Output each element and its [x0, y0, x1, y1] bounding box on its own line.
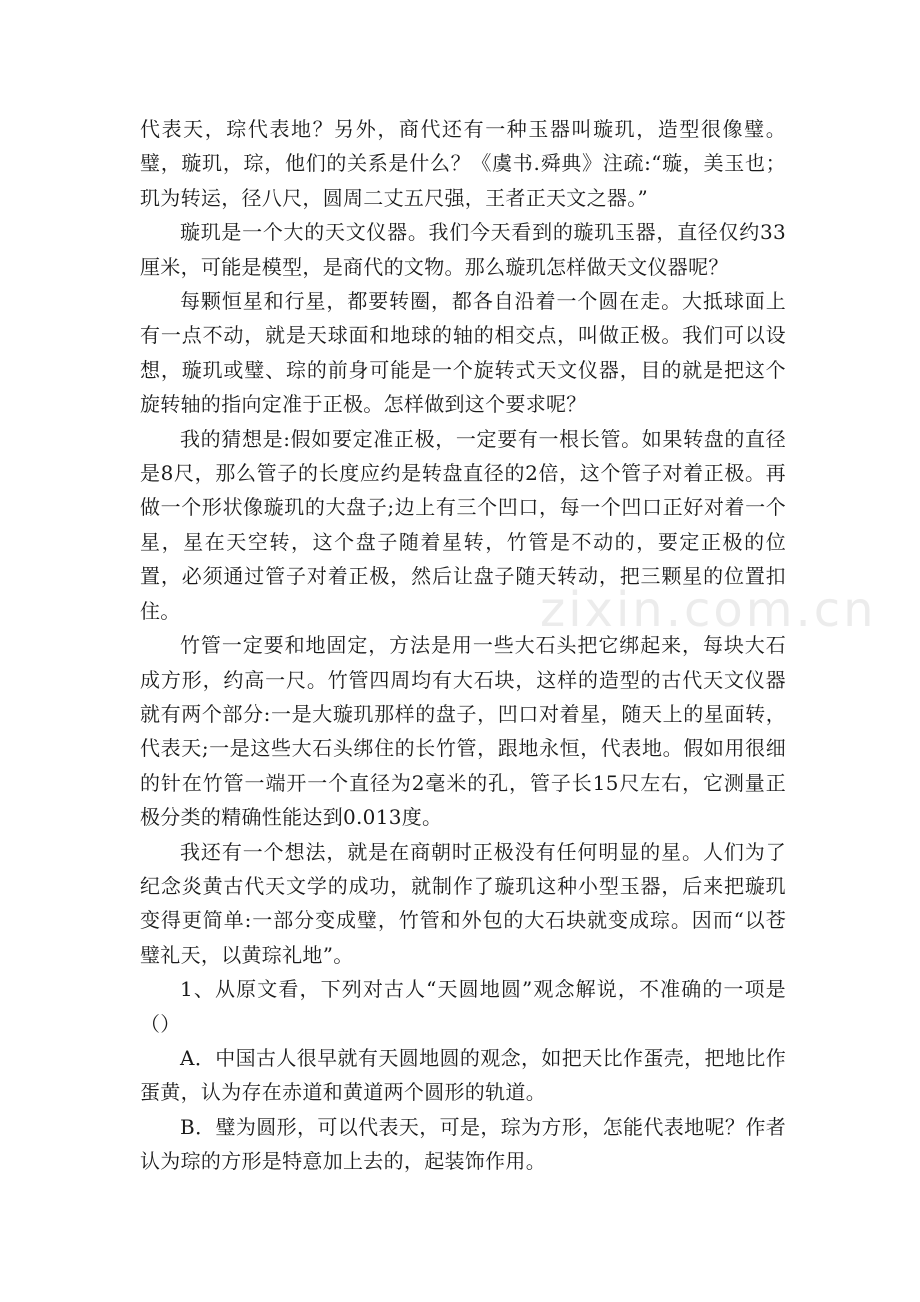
paragraph: 我的猜想是:假如要定准正极，一定要有一根长管。如果转盘的直径是8尺，那么管子的长度应约是转盘直径的2倍，这个管子对着正极。再做一个形状像璇玑的大盘子;边上有三个凹口，每一个凹口正好对着一个星，星在天空转，这个盘子随着星转，竹管是不动的，要定正极的位置，必须通过管子对着正极，然后让盘子随天转动，把三颗星的位置扣住。	[140, 426, 786, 623]
paragraph: 我还有一个想法，就是在商朝时正极没有任何明显的星。人们为了纪念炎黄古代天文学的成功，就制作了璇玑这种小型玉器，后来把璇玑变得更简单:一部分变成璧，竹管和外包的大石块就变成琮。因而“以苍璧礼天，以黄琮礼地”。	[140, 839, 786, 967]
question-option-b: B．璧为圆形，可以代表天，可是，琮为方形，怎能代表地呢？作者认为琮的方形是特意加上去的，起装饰作用。	[140, 1114, 786, 1174]
question-stem: 1、从原文看，下列对古人“天圆地圆”观念解说，不准确的一项是（）	[140, 977, 786, 1036]
paragraph: 每颗恒星和行星，都要转圈，都各自沿着一个圆在走。大抵球面上有一点不动，就是天球面和地球的轴的相交点，叫做正极。我们可以设想，璇玑或璧、琮的前身可能是一个旋转式天文仪器，目的就是把这个旋转轴的指向定准于正极。怎样做到这个要求呢？	[140, 289, 786, 417]
paragraph: 竹管一定要和地固定，方法是用一些大石头把它绑起来，每块大石成方形，约高一尺。竹管四周均有大石块，这样的造型的古代天文仪器就有两个部分:一是大璇玑那样的盘子，凹口对着星，随天上的星面转，代表天;一是这些大石头绑住的长竹管，跟地永恒，代表地。假如用很细的针在竹管一端开一个直径为2毫米的孔，管子长15尺左右，它测量正极分类的精确性能达到0.013度。	[140, 633, 786, 830]
watermark: zixin.com.cn	[540, 582, 877, 638]
document-body	[140, 112, 786, 1179]
paragraph-continuation: 代表天，琮代表地？另外，商代还有一种玉器叫璇玑，造型很像璧。璧，璇玑，琮，他们的关系是什么？《虞书.舜典》注疏:“璇，美玉也；玑为转运，径八尺，圆周二丈五尺强，王者正天文之器。”	[140, 117, 786, 210]
paragraph: 璇玑是一个大的天文仪器。我们今天看到的璇玑玉器，直径仅约33厘米，可能是模型，是商代的文物。那么璇玑怎样做天文仪器呢？	[140, 220, 786, 279]
question-option-a: A．中国古人很早就有天圆地圆的观念，如把天比作蛋壳，把地比作蛋黄，认为存在赤道和黄道两个圆形的轨道。	[140, 1045, 786, 1105]
